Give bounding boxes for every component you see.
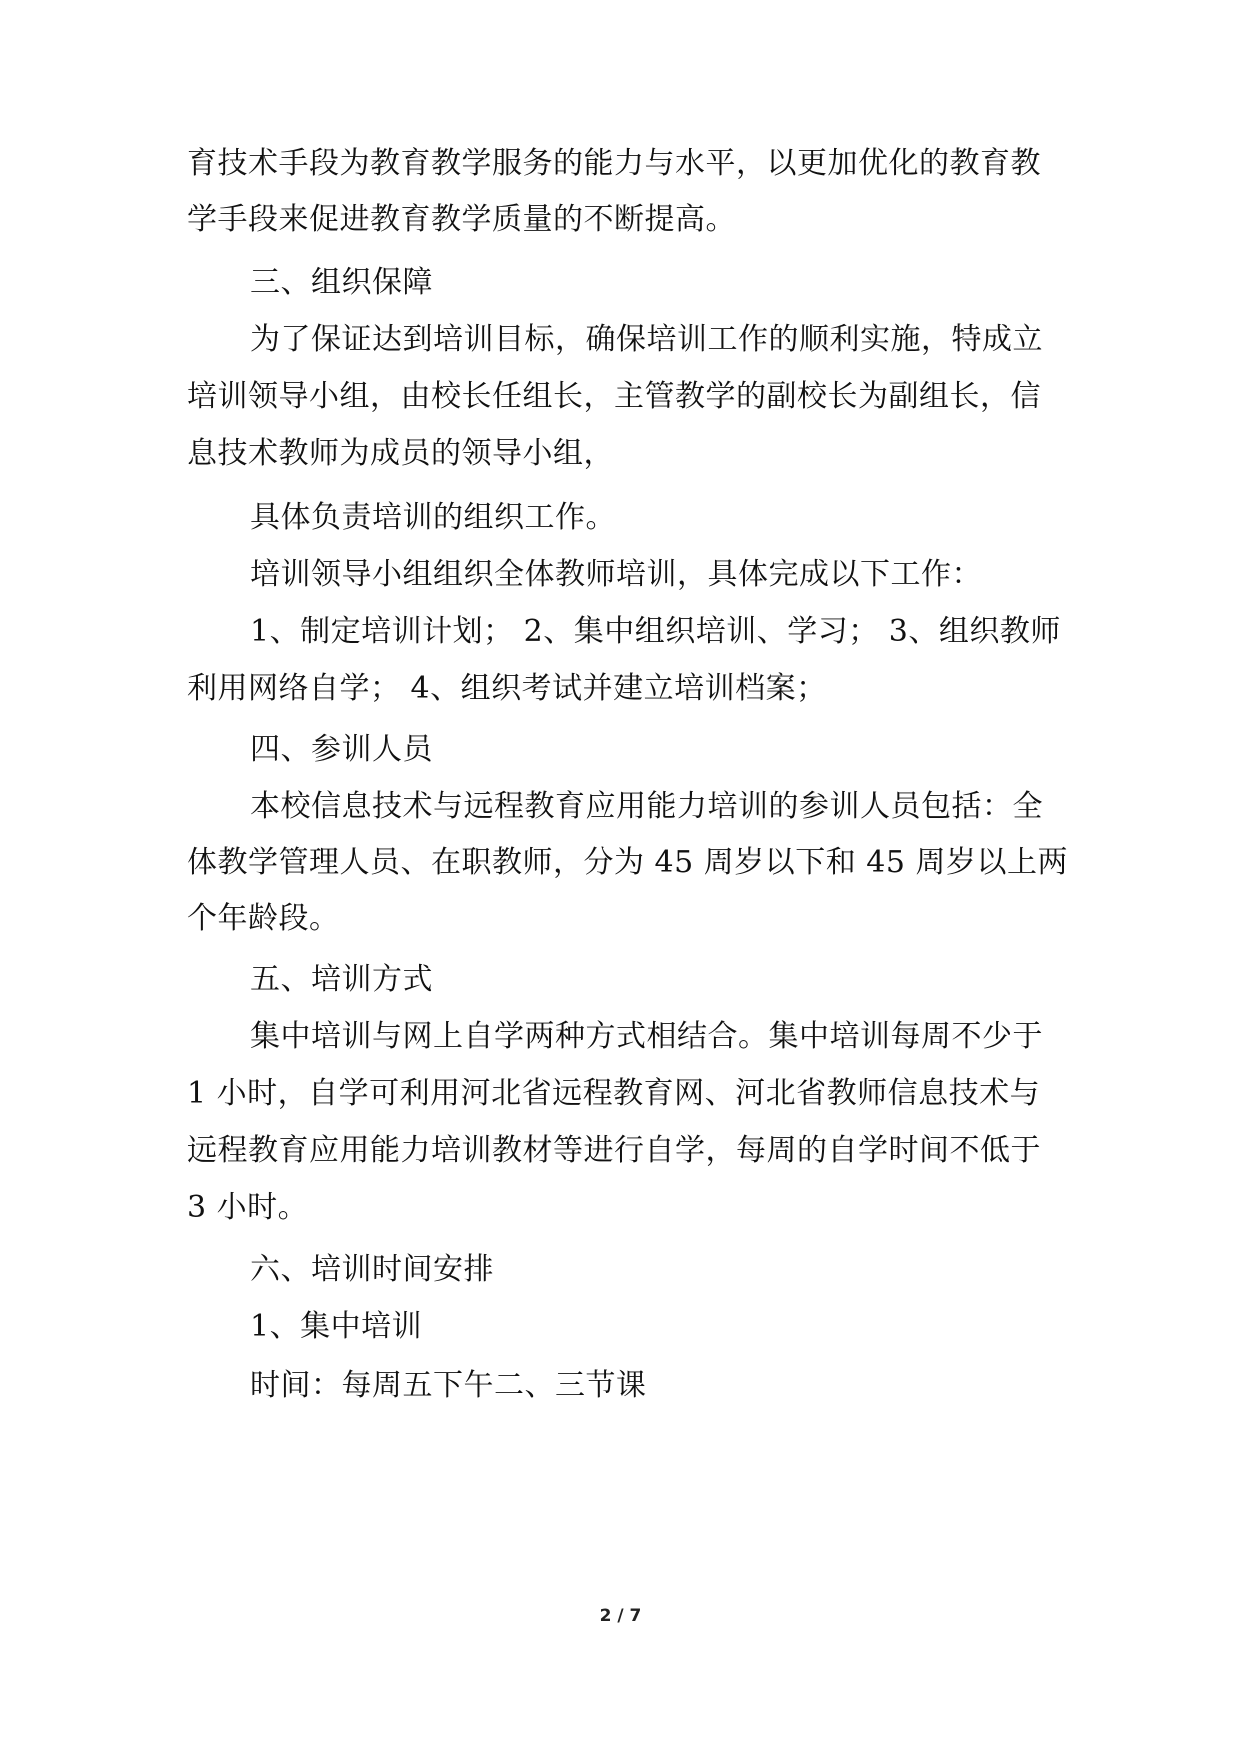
text-line: 集中培训与网上自学两种方式相结合。集中培训每周不少于 — [250, 1019, 1043, 1054]
text-line: 培训领导小组，由校长任组长，主管教学的副校长为副组长，信 — [187, 379, 1041, 414]
text-line: 3 小时。 — [187, 1190, 309, 1225]
page-number: 2 / 7 — [599, 1606, 642, 1626]
text-line: 学手段来促进教育教学质量的不断提高。 — [187, 202, 736, 237]
section-heading: 五、培训方式 — [250, 962, 433, 997]
text-line: 体教学管理人员、在职教师，分为 45 周岁以下和 45 周岁以上两 — [187, 845, 1068, 880]
text-line: 为了保证达到培训目标，确保培训工作的顺利实施，特成立 — [250, 322, 1043, 357]
section-heading: 六、培训时间安排 — [250, 1252, 494, 1287]
text-line: 时间：每周五下午二、三节课 — [250, 1368, 647, 1403]
text-line: 远程教育应用能力培训教材等进行自学，每周的自学时间不低于 — [187, 1133, 1041, 1168]
subsection-heading: 1、集中培训 — [250, 1309, 423, 1344]
section-heading: 三、组织保障 — [250, 265, 433, 300]
text-line: 1 小时，自学可利用河北省远程教育网、河北省教师信息技术与 — [187, 1076, 1041, 1111]
text-line: 具体负责培训的组织工作。 — [250, 500, 616, 535]
section-heading: 四、参训人员 — [250, 732, 433, 767]
text-line: 本校信息技术与远程教育应用能力培训的参训人员包括：全 — [250, 789, 1043, 824]
text-line: 培训领导小组组织全体教师培训，具体完成以下工作： — [250, 557, 982, 592]
text-line: 1、制定培训计划； 2、集中组织培训、学习； 3、组织教师 — [250, 614, 1061, 649]
text-line: 息技术教师为成员的领导小组， — [187, 436, 614, 471]
text-line: 个年龄段。 — [187, 901, 340, 936]
text-line: 育技术手段为教育教学服务的能力与水平，以更加优化的教育教 — [187, 146, 1041, 181]
text-line: 利用网络自学； 4、组织考试并建立培训档案； — [187, 671, 827, 706]
